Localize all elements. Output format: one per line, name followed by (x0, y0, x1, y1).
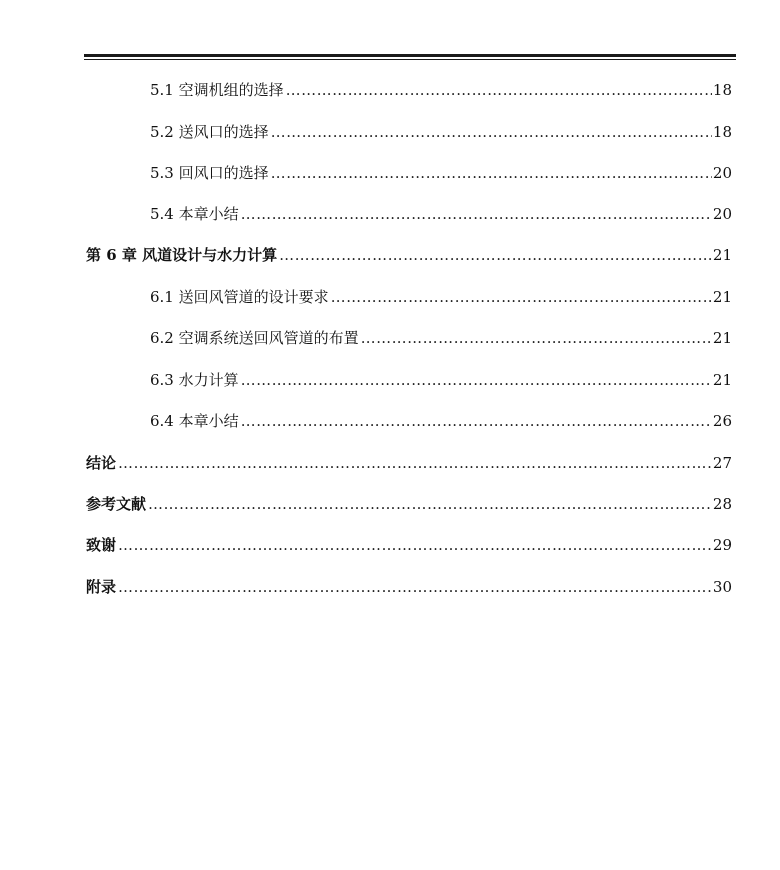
toc-entry-title: 6.1 送回风管道的设计要求 (150, 288, 329, 306)
toc-entry-title: 结论 (86, 454, 117, 472)
toc-entry-6-4[interactable] (150, 407, 732, 431)
toc-entry-acknowledgements[interactable] (86, 531, 732, 555)
toc-dot-leader (271, 163, 712, 183)
toc-entry-title: 5.2 送风口的选择 (150, 123, 269, 141)
toc-entry-chapter-6[interactable] (86, 241, 732, 265)
toc-entry-6-3[interactable] (150, 366, 732, 390)
header-rule-thick (84, 54, 736, 57)
toc-dot-leader (361, 328, 712, 348)
toc-entry-6-1[interactable] (150, 283, 732, 307)
toc-page-number: 20 (712, 205, 732, 223)
toc-page-number: 30 (712, 578, 732, 596)
toc-page-number: 20 (712, 164, 732, 182)
toc-dot-leader (118, 535, 712, 555)
toc-entry-5-4[interactable] (150, 200, 732, 224)
toc-entry-conclusion[interactable] (86, 449, 732, 473)
toc-entry-appendix[interactable] (86, 573, 732, 597)
toc-entry-references[interactable] (86, 490, 732, 514)
toc-entry-title: 第 6 章 风道设计与水力计算 (86, 246, 278, 264)
toc-page-number: 21 (712, 329, 732, 347)
toc-entry-title: 6.2 空调系统送回风管道的布置 (150, 329, 359, 347)
toc-entry-title: 5.4 本章小结 (150, 205, 239, 223)
toc-entry-5-1[interactable] (150, 76, 732, 100)
toc-dot-leader (241, 204, 712, 224)
toc-page-number: 18 (712, 81, 732, 99)
toc-page-number: 21 (712, 371, 732, 389)
toc-entry-title: 5.1 空调机组的选择 (150, 81, 284, 99)
toc-page-number: 26 (712, 412, 732, 430)
toc-entry-6-2[interactable] (150, 324, 732, 348)
toc-dot-leader (118, 453, 712, 473)
toc-entry-title: 参考文献 (86, 495, 147, 513)
toc-dot-leader (241, 370, 712, 390)
toc-page-number: 27 (712, 454, 732, 472)
toc-dot-leader (148, 494, 712, 514)
toc-entry-title: 6.3 水力计算 (150, 371, 239, 389)
header-rule-thin (84, 59, 736, 60)
toc-page-number: 21 (712, 246, 732, 264)
toc-page-number: 29 (712, 536, 732, 554)
toc-entry-5-2[interactable] (150, 118, 732, 142)
toc-entry-5-3[interactable] (150, 159, 732, 183)
toc-entry-title: 附录 (86, 578, 117, 596)
toc-page-number: 21 (712, 288, 732, 306)
toc-dot-leader (271, 122, 712, 142)
toc-dot-leader (279, 245, 712, 265)
toc-dot-leader (286, 80, 712, 100)
toc-dot-leader (331, 287, 712, 307)
toc-page-number: 28 (712, 495, 732, 513)
toc-dot-leader (118, 577, 712, 597)
toc-dot-leader (241, 411, 712, 431)
toc-page-number: 18 (712, 123, 732, 141)
toc-entry-title: 5.3 回风口的选择 (150, 164, 269, 182)
toc-entry-title: 致谢 (86, 536, 117, 554)
toc-entry-title: 6.4 本章小结 (150, 412, 239, 430)
